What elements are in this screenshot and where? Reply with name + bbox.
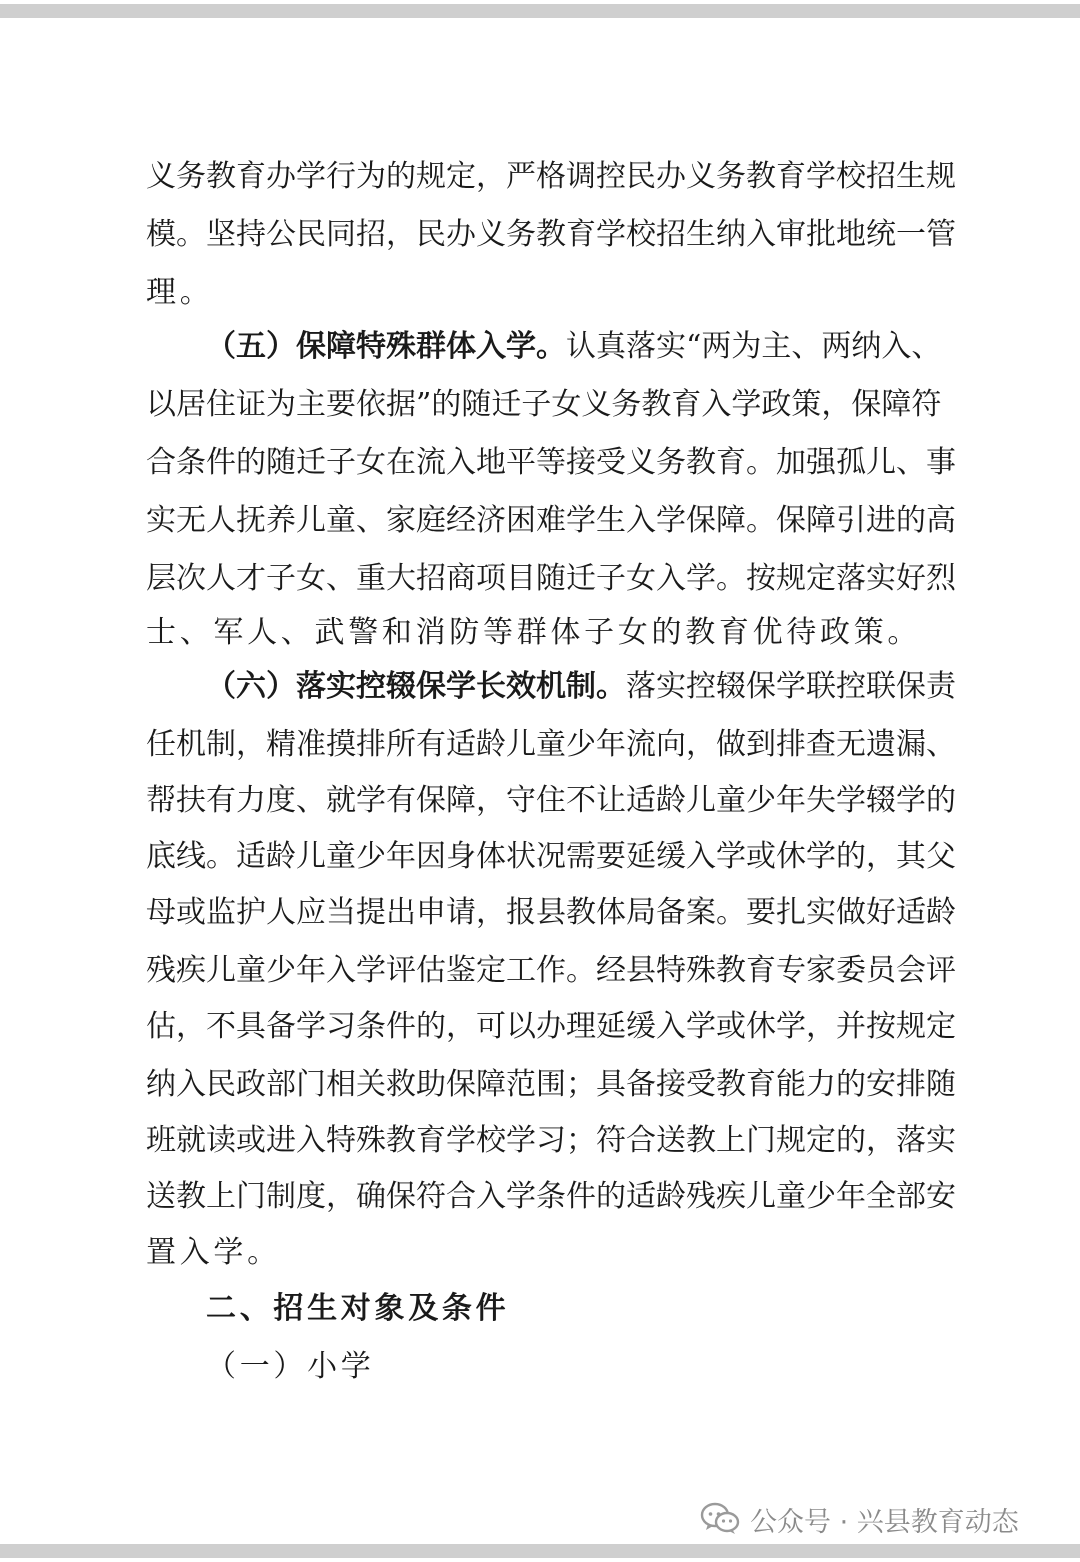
subsection-1-heading: （一）小学	[206, 1349, 375, 1384]
paragraph-line: 义务教育办学行为的规定，严格调控民办义务教育学校招生规	[146, 159, 956, 194]
section-5-first-line	[206, 318, 942, 376]
paragraph-line: 士、军人、武警和消防等群体子女的教育优待政策。	[146, 615, 922, 650]
watermark-text: 公众号 · 兴县教育动态	[750, 1506, 1019, 1538]
paragraph-line: 合条件的随迁子女在流入地平等接受义务教育。加强孤儿、事	[146, 445, 956, 480]
section-2-heading: 二、招生对象及条件	[206, 1291, 510, 1326]
section-5-heading: （五）保障特殊群体入学。	[206, 329, 566, 364]
wechat-icon	[700, 1502, 740, 1536]
watermark	[700, 1494, 1019, 1544]
paragraph-line: 母或监护人应当提出申请，报县教体局备案。要扎实做好适龄	[146, 895, 956, 930]
paragraph-line: 纳入民政部门相关救助保障范围；具备接受教育能力的安排随	[146, 1067, 956, 1102]
paragraph-line: 模。坚持公民同招，民办义务教育学校招生纳入审批地统一管	[146, 217, 956, 252]
section-6-heading: （六）落实控辍保学长效机制。	[206, 669, 626, 704]
section-6-text: 落实控辍保学联控联保责	[626, 669, 956, 704]
paragraph-line: 层次人才子女、重大招商项目随迁子女入学。按规定落实好烈	[146, 561, 956, 596]
paragraph-line: 置入学。	[146, 1235, 281, 1270]
section-6-first-line	[206, 658, 956, 716]
paragraph-line: 以居住证为主要依据”的随迁子女义务教育入学政策，保障符	[146, 387, 942, 422]
paragraph-line: 理。	[146, 275, 214, 310]
section-5-text: 认真落实“两为主、两纳入、	[566, 329, 942, 364]
paragraph-line: 底线。适龄儿童少年因身体状况需要延缓入学或休学的，其父	[146, 839, 956, 874]
top-border	[0, 4, 1080, 18]
paragraph-line: 估，不具备学习条件的，可以办理延缓入学或休学，并按规定	[146, 1009, 956, 1044]
paragraph-line: 送教上门制度，确保符合入学条件的适龄残疾儿童少年全部安	[146, 1179, 956, 1214]
paragraph-line: 残疾儿童少年入学评估鉴定工作。经县特殊教育专家委员会评	[146, 953, 956, 988]
paragraph-line: 实无人抚养儿童、家庭经济困难学生入学保障。保障引进的高	[146, 503, 956, 538]
paragraph-line: 班就读或进入特殊教育学校学习；符合送教上门规定的，落实	[146, 1123, 956, 1158]
paragraph-line: 任机制，精准摸排所有适龄儿童少年流向，做到排查无遗漏、	[146, 727, 956, 762]
paragraph-line: 帮扶有力度、就学有保障，守住不让适龄儿童少年失学辍学的	[146, 783, 956, 818]
bottom-border	[0, 1544, 1080, 1558]
